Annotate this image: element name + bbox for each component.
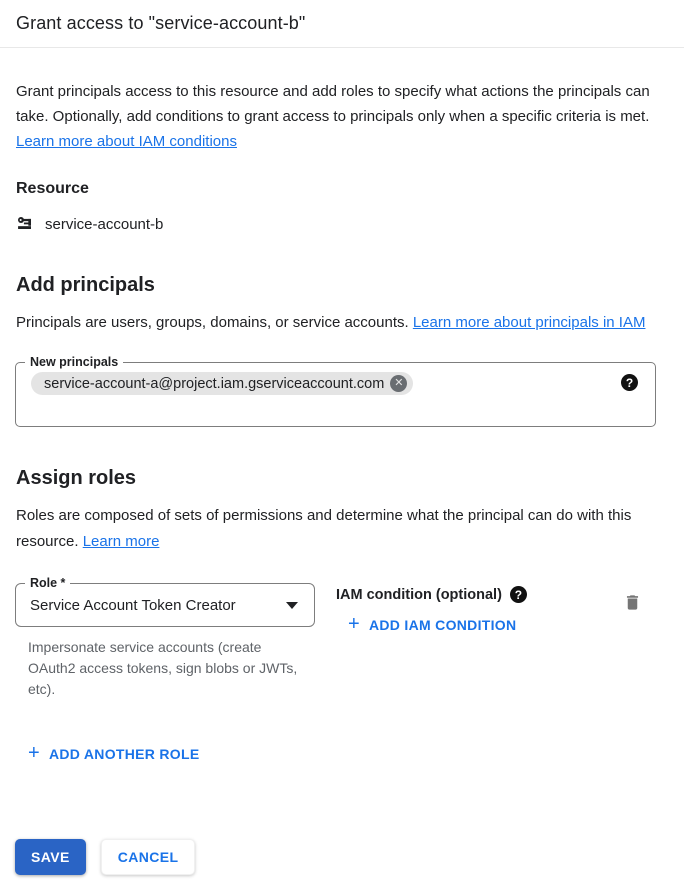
- role-column: [15, 576, 315, 700]
- add-iam-condition-button[interactable]: [348, 615, 516, 635]
- intro-text: Grant principals access to this resource and add roles to specify what actions the principals can take. Optionally, add conditions to grant access to principals only when a specific criteria is met.: [16, 83, 650, 125]
- roles-desc-text: Roles are composed of sets of permissions and determine what the principal can do with this resource.: [16, 507, 632, 550]
- role-label: Role *: [25, 575, 70, 591]
- new-principals-label: New principals: [25, 354, 123, 370]
- dialog-header: [0, 0, 684, 48]
- delete-trash-icon: [623, 593, 642, 612]
- add-iam-condition-label: ADD IAM CONDITION: [368, 617, 517, 633]
- assign-roles-description: [16, 503, 666, 555]
- cancel-button[interactable]: CANCEL: [101, 839, 196, 875]
- iam-condition-label-row: [336, 586, 586, 603]
- role-row: [15, 576, 668, 700]
- iam-condition-label: IAM condition (optional): [336, 586, 502, 603]
- add-another-role-button[interactable]: [28, 744, 200, 764]
- delete-role-button[interactable]: [623, 593, 642, 612]
- plus-icon: +: [348, 613, 360, 635]
- add-principals-heading: Add principals: [16, 274, 155, 296]
- iam-condition-column: [336, 583, 586, 636]
- principals-learn-more-link[interactable]: Learn more about principals in IAM: [412, 314, 646, 331]
- principal-chip-value: service-account-a@project.iam.gserviceaccount.com: [44, 375, 385, 392]
- service-account-icon: [16, 214, 36, 234]
- chip-remove-icon[interactable]: ✕: [390, 375, 407, 392]
- role-helper-text: Impersonate service accounts (create OAuth2 access tokens, sign blobs or JWTs, etc).: [28, 639, 298, 697]
- resource-row: [16, 214, 668, 234]
- principal-chip: [31, 372, 413, 395]
- principals-help-icon[interactable]: ?: [621, 374, 638, 391]
- intro-paragraph: [16, 79, 661, 154]
- delete-role-column: [623, 583, 668, 617]
- iam-conditions-link[interactable]: Learn more about IAM conditions: [16, 133, 237, 150]
- add-another-role-label: ADD ANOTHER ROLE: [48, 746, 200, 762]
- resource-name: service-account-b: [45, 215, 164, 233]
- add-principals-description: [16, 310, 666, 336]
- iam-condition-help-icon[interactable]: ?: [510, 586, 527, 603]
- chevron-down-icon: [286, 602, 298, 609]
- role-selected-value: Service Account Token Creator: [30, 596, 236, 614]
- plus-icon: +: [28, 742, 40, 764]
- roles-learn-more-link[interactable]: Learn more: [82, 533, 160, 550]
- dialog-actions: [15, 839, 195, 875]
- save-button[interactable]: SAVE: [15, 839, 86, 875]
- new-principals-field[interactable]: [15, 355, 656, 427]
- principals-desc-text: Principals are users, groups, domains, or service accounts.: [16, 314, 413, 331]
- resource-heading: Resource: [16, 180, 89, 197]
- dialog-title: Grant access to "service-account-b": [16, 13, 306, 33]
- assign-roles-heading: Assign roles: [16, 467, 137, 489]
- role-select[interactable]: [15, 576, 315, 627]
